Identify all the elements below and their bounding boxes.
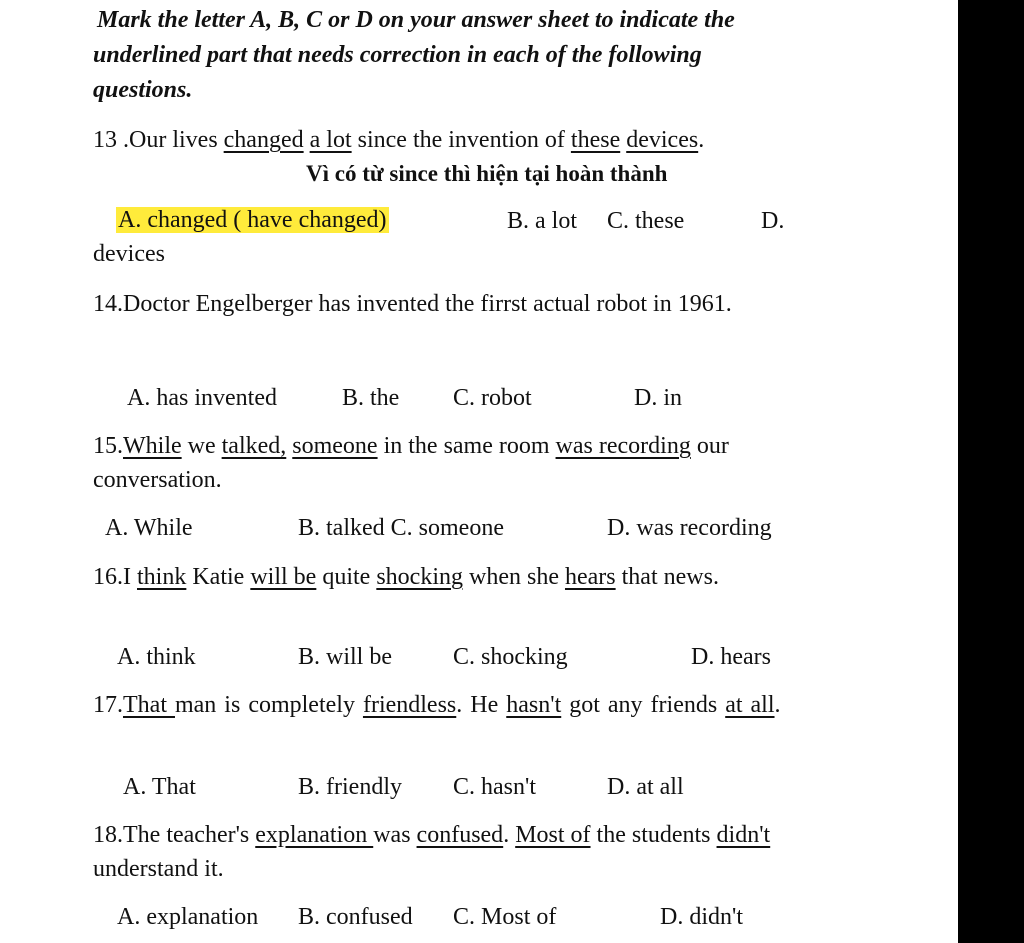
option-b: B. the bbox=[342, 385, 400, 411]
underlined-part-c: Most of bbox=[515, 822, 591, 848]
question-15: 15.While we talked, someone in the same room was recording our bbox=[93, 433, 729, 459]
underlined-part-a: While bbox=[123, 433, 182, 459]
question-number: 15. bbox=[93, 433, 123, 459]
question-15-continued: conversation. bbox=[93, 467, 222, 493]
option-b: B. friendly bbox=[298, 774, 402, 800]
question-18-continued: understand it. bbox=[93, 856, 224, 882]
option-c: C. shocking bbox=[453, 644, 568, 670]
option-d-continued: devices bbox=[93, 241, 165, 267]
option-c: C. hasn't bbox=[453, 774, 536, 800]
underlined-part-d: hears bbox=[564, 564, 616, 590]
option-a: A. While bbox=[105, 515, 193, 541]
question-number: 16. bbox=[93, 564, 123, 590]
underlined-part-d: devices bbox=[626, 127, 699, 153]
option-d: D. was recording bbox=[607, 515, 772, 541]
option-a: A. think bbox=[117, 644, 196, 670]
option-a bbox=[116, 208, 389, 232]
underlined-part-b: will be bbox=[250, 564, 317, 590]
option-d: D. hears bbox=[691, 644, 771, 670]
question-number: 13 . bbox=[93, 127, 129, 153]
underlined-part-c: shocking bbox=[376, 564, 463, 590]
option-c: C. Most of bbox=[453, 904, 557, 930]
underlined-part-b: a lot bbox=[309, 127, 352, 153]
underlined-part-d: at all bbox=[725, 692, 775, 718]
instruction-line-3: questions. bbox=[93, 77, 193, 103]
underlined-part-a: That bbox=[123, 692, 175, 718]
option-a: A. That bbox=[123, 774, 196, 800]
underlined-part-d: was recording bbox=[555, 433, 691, 459]
option-a: A. explanation bbox=[117, 904, 259, 930]
underlined-part-b: confused bbox=[416, 822, 504, 848]
option-d: D. in bbox=[634, 385, 682, 411]
option-b-c: B. talked C. someone bbox=[298, 515, 504, 541]
question-number: 17. bbox=[93, 692, 123, 718]
option-b: B. a lot bbox=[507, 208, 577, 234]
underlined-part-b: talked, bbox=[221, 433, 287, 459]
option-d: D. didn't bbox=[660, 904, 743, 930]
question-number: 14. bbox=[93, 291, 123, 317]
question-number: 18. bbox=[93, 822, 123, 848]
option-a: A. has invented bbox=[127, 385, 277, 411]
instruction-line-1: Mark the letter A, B, C or D on your answer sheet to indicate the bbox=[97, 7, 735, 33]
grammar-note: Vì có từ since thì hiện tại hoàn thành bbox=[306, 161, 668, 186]
option-b: B. confused bbox=[298, 904, 413, 930]
underlined-part-d: didn't bbox=[716, 822, 771, 848]
underlined-part-c: these bbox=[570, 127, 621, 153]
underlined-part-a: changed bbox=[223, 127, 304, 153]
question-16: 16.I think Katie will be quite shocking when she hears that news. bbox=[93, 564, 719, 590]
question-18: 18.The teacher's explanation was confused. Most of the students didn't bbox=[93, 822, 771, 848]
question-14: 14.Doctor Engelberger has invented the firrst actual robot in 1961. bbox=[93, 291, 732, 317]
highlighted-answer: A. changed ( have changed) bbox=[118, 207, 387, 233]
underlined-part-b: friendless bbox=[362, 692, 457, 718]
option-c: C. robot bbox=[453, 385, 532, 411]
underlined-part-a: explanation bbox=[255, 822, 374, 848]
question-13: 13 .Our lives changed a lot since the invention of these devices. bbox=[93, 127, 705, 153]
option-b: B. will be bbox=[298, 644, 392, 670]
option-d: D. at all bbox=[607, 774, 684, 800]
underlined-part-a: think bbox=[137, 564, 187, 590]
question-17: 17.That man is completely friendless. He hasn't got any friends at all. bbox=[93, 692, 781, 718]
option-d: D. bbox=[761, 208, 785, 234]
instruction-line-2: underlined part that needs correction in each of the following bbox=[93, 42, 702, 68]
underlined-part-c: hasn't bbox=[506, 692, 562, 718]
option-c: C. these bbox=[607, 208, 685, 234]
underlined-part-c: someone bbox=[292, 433, 378, 459]
